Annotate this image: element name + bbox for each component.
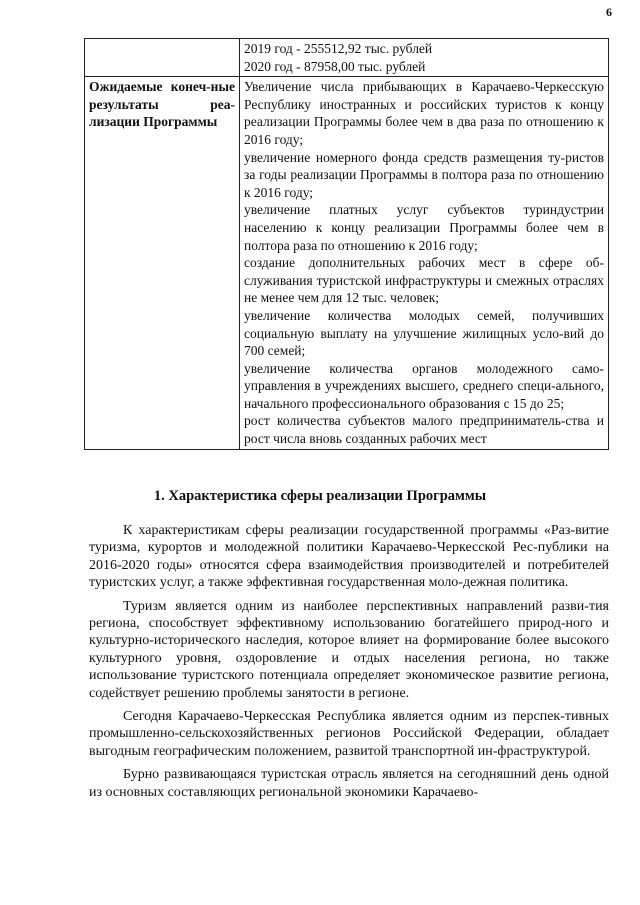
section-body [89, 522, 609, 807]
table-row [85, 39, 609, 77]
row-label [85, 39, 240, 77]
result-item: увеличение количества молодых семей, получивших социальную выплату на улучшение жилищных усло-вий до 700 семей; [244, 307, 604, 359]
paragraph: Бурно развивающаяся туристская отрасль является на сегодняшний день одной из основных составляющих региональной экономики Карачаево- [89, 767, 609, 800]
result-item: Увеличение числа прибывающих в Карачаево-Черкесскую Республику иностранных и российских туристов к концу реализации Программы более чем в два раза по отношению к 2016 году; [244, 79, 604, 147]
result-item: создание дополнительных рабочих мест в сфере об-служивания туристской инфраструктуры и смежных отраслях не менее чем для 12 тыс. человек; [244, 255, 604, 306]
page-number: 6 [606, 5, 612, 19]
result-item: увеличение количества органов молодежного само-управления в учреждениях высшего, среднего специ-ального, начального профессионального образования с 15 до 25; [244, 360, 604, 411]
funding-line-2019: 2019 год - 255512,92 тыс. рублей [244, 41, 433, 56]
result-item: увеличение номерного фонда средств размещения ту-ристов за годы реализации Программы в полтора раза по отношению к 2016 году; [244, 149, 604, 200]
funding-line-2020: 2020 год - 87958,00 тыс. рублей [244, 58, 426, 74]
program-passport-table [84, 38, 609, 450]
paragraph: Сегодня Карачаево-Черкесская Республика является одним из перспек-тивных промышленно-сельскохозяйственных регионов Российской Федерации, обладает выгодным географическим положением, развитой транспортной ин-фраструктурой. [89, 709, 609, 759]
result-item: рост количества субъектов малого предприниматель-ства и рост числа вновь созданных рабочих мест [244, 413, 604, 447]
table-row [85, 77, 609, 449]
funding-cell [240, 39, 609, 77]
result-item: увеличение платных услуг субъектов туриндустрии населению к концу реализации Программы более чем в полтора раза по отношению к 2016 году; [244, 202, 604, 253]
row-label-expected-results: Ожидаемые конеч-ные результаты реа-лизации Программы [85, 77, 240, 449]
expected-results-cell [240, 77, 609, 449]
paragraph: Туризм является одним из наиболее перспективных направлений разви-тия региона, способствует эффективному использованию богатейшего природ-ного и культурно-исторического наследия, которое влияет на формирование более высокого культурного уровня, оздоровление и отдых населения региона, но также использование туристского потенциала определяет экономическое развитие региона, содействует решению проблемы занятости в регионе. [89, 598, 609, 701]
paragraph: К характеристикам сферы реализации государственной программы «Раз-витие туризма, курортов и молодежной политики Карачаево-Черкесской Рес-публики на 2016-2020 годы» относятся сфера взаимодействия производителей и потребителей туристских услуг, а также эффективная государственная моло-дежная политика. [89, 523, 609, 591]
section-title: 1. Характеристика сферы реализации Программы [153, 488, 487, 504]
